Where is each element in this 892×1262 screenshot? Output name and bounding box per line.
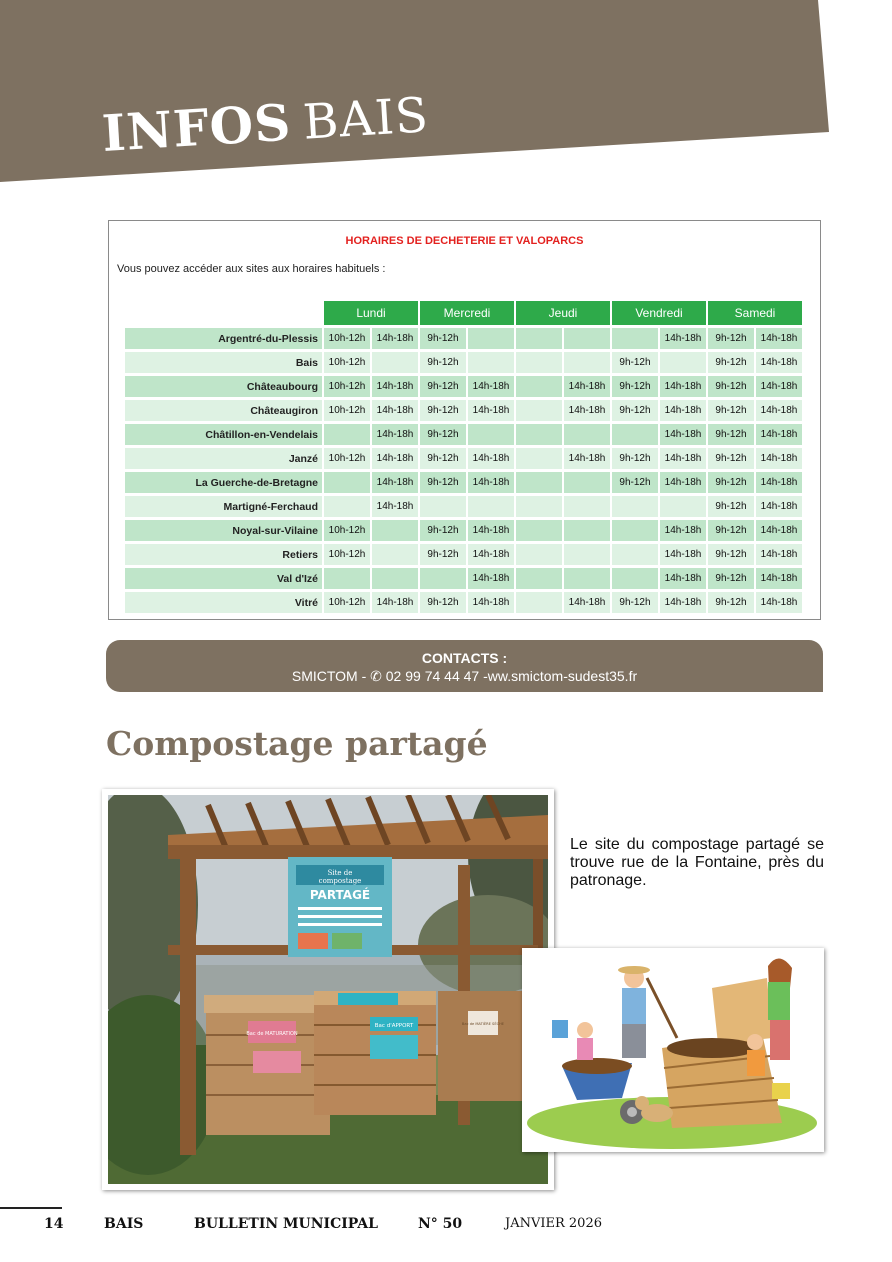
hours-cell — [612, 544, 658, 565]
day-header: Lundi — [324, 301, 418, 325]
hours-cell — [516, 328, 562, 349]
hours-cell: 14h-18h — [660, 376, 706, 397]
schedule-title: HORAIRES DE DECHETERIE ET VALOPARCS — [345, 235, 584, 247]
site-name-cell: Vitré — [125, 592, 322, 613]
hours-cell: 14h-18h — [756, 472, 802, 493]
hours-cell: 14h-18h — [468, 448, 514, 469]
hours-cell — [660, 352, 706, 373]
hours-cell: 9h-12h — [708, 448, 754, 469]
site-name-cell: Argentré-du-Plessis — [125, 328, 322, 349]
hours-cell: 9h-12h — [708, 544, 754, 565]
bin-3-label: Bac de MATIÈRE SÈCHE — [461, 1022, 505, 1026]
schedule-table — [123, 298, 804, 616]
hours-cell: 14h-18h — [564, 448, 610, 469]
site-name-cell: Noyal-sur-Vilaine — [125, 520, 322, 541]
table-row — [125, 328, 802, 349]
hours-cell: 14h-18h — [372, 424, 418, 445]
site-name-cell: Martigné-Ferchaud — [125, 496, 322, 517]
day-header: Mercredi — [420, 301, 514, 325]
hours-cell: 9h-12h — [708, 352, 754, 373]
hours-cell: 14h-18h — [660, 520, 706, 541]
hours-cell: 14h-18h — [468, 376, 514, 397]
header-blank — [125, 301, 322, 325]
hours-cell: 10h-12h — [324, 352, 370, 373]
compost-shelter-image — [108, 795, 548, 1184]
hours-cell: 14h-18h — [660, 400, 706, 421]
hours-cell: 14h-18h — [756, 376, 802, 397]
table-row — [125, 376, 802, 397]
hours-cell — [516, 472, 562, 493]
site-name-cell: Janzé — [125, 448, 322, 469]
hours-cell: 9h-12h — [708, 496, 754, 517]
hours-cell — [516, 448, 562, 469]
title-bold: INFOS — [100, 92, 293, 163]
hours-cell — [516, 592, 562, 613]
hours-cell: 10h-12h — [324, 376, 370, 397]
compost-caption: Le site du compostage partagé se trouve rue de la Fontaine, près du patronage. — [570, 836, 824, 889]
footer-publication: BULLETIN MUNICIPAL — [194, 1216, 378, 1232]
hours-cell: 9h-12h — [420, 400, 466, 421]
hours-cell: 14h-18h — [564, 376, 610, 397]
hours-cell — [564, 568, 610, 589]
hours-cell — [516, 400, 562, 421]
site-name-cell: Châteaugiron — [125, 400, 322, 421]
hours-cell: 9h-12h — [708, 376, 754, 397]
hours-cell: 14h-18h — [756, 424, 802, 445]
schedule-header-row — [125, 301, 802, 325]
site-name-cell: Val d'Izé — [125, 568, 322, 589]
hours-cell: 9h-12h — [420, 472, 466, 493]
footer-rule — [0, 1207, 62, 1209]
schedule-body — [125, 328, 802, 613]
hours-cell: 9h-12h — [420, 352, 466, 373]
hours-cell — [564, 544, 610, 565]
hours-cell: 14h-18h — [468, 520, 514, 541]
hours-cell: 14h-18h — [660, 544, 706, 565]
hours-cell: 14h-18h — [660, 568, 706, 589]
bin-2-label: Bac d'APPORT — [374, 1023, 414, 1029]
hours-cell — [564, 496, 610, 517]
hours-cell — [516, 376, 562, 397]
hours-cell: 9h-12h — [708, 472, 754, 493]
site-name-cell: Châtillon-en-Vendelais — [125, 424, 322, 445]
hours-cell: 14h-18h — [372, 472, 418, 493]
hours-cell — [324, 568, 370, 589]
table-row — [125, 472, 802, 493]
hours-cell — [468, 352, 514, 373]
hours-cell — [564, 328, 610, 349]
hours-cell: 14h-18h — [756, 352, 802, 373]
table-row — [125, 592, 802, 613]
hours-cell: 9h-12h — [420, 448, 466, 469]
hours-cell: 9h-12h — [612, 376, 658, 397]
hours-cell: 14h-18h — [660, 424, 706, 445]
day-header: Samedi — [708, 301, 802, 325]
header-banner — [0, 0, 892, 200]
hours-cell: 9h-12h — [420, 328, 466, 349]
hours-cell: 9h-12h — [708, 568, 754, 589]
hours-cell: 14h-18h — [660, 328, 706, 349]
hours-cell — [324, 472, 370, 493]
hours-cell: 14h-18h — [468, 472, 514, 493]
hours-cell: 9h-12h — [708, 424, 754, 445]
site-name-cell: La Guerche-de-Bretagne — [125, 472, 322, 493]
hours-cell: 9h-12h — [612, 472, 658, 493]
contacts-title: CONTACTS : — [421, 650, 508, 666]
hours-cell: 14h-18h — [468, 568, 514, 589]
title-light: BAIS — [301, 87, 431, 151]
hours-cell — [612, 520, 658, 541]
hours-cell: 9h-12h — [708, 520, 754, 541]
footer-date: JANVIER 2026 — [505, 1216, 602, 1231]
schedule-box — [108, 220, 821, 620]
contacts-box — [106, 640, 823, 692]
hours-cell: 14h-18h — [372, 400, 418, 421]
hours-cell — [324, 496, 370, 517]
hours-cell: 14h-18h — [756, 592, 802, 613]
sign-line-3: PARTAGÉ — [309, 888, 371, 902]
hours-cell — [660, 496, 706, 517]
hours-cell: 14h-18h — [756, 544, 802, 565]
hours-cell: 9h-12h — [420, 544, 466, 565]
hours-cell: 14h-18h — [756, 520, 802, 541]
hours-cell: 9h-12h — [708, 592, 754, 613]
hours-cell: 14h-18h — [756, 496, 802, 517]
hours-cell: 9h-12h — [420, 592, 466, 613]
table-row — [125, 448, 802, 469]
hours-cell — [516, 424, 562, 445]
site-name-cell: Retiers — [125, 544, 322, 565]
hours-cell — [516, 544, 562, 565]
hours-cell — [612, 424, 658, 445]
hours-cell — [516, 496, 562, 517]
hours-cell: 9h-12h — [420, 424, 466, 445]
hours-cell: 14h-18h — [372, 592, 418, 613]
hours-cell — [564, 472, 610, 493]
table-row — [125, 424, 802, 445]
schedule-intro: Vous pouvez accéder aux sites aux horaires habituels : — [117, 263, 386, 275]
sign-line-2: compostage — [318, 877, 362, 885]
hours-cell: 14h-18h — [660, 592, 706, 613]
hours-cell: 9h-12h — [612, 352, 658, 373]
compost-title: Compostage partagé — [106, 724, 488, 763]
hours-cell: 14h-18h — [756, 328, 802, 349]
hours-cell — [468, 496, 514, 517]
hours-cell: 14h-18h — [372, 448, 418, 469]
hours-cell — [516, 520, 562, 541]
hours-cell: 10h-12h — [324, 592, 370, 613]
hours-cell: 14h-18h — [564, 400, 610, 421]
contacts-line: SMICTOM - ✆ 02 99 74 44 47 -ww.smictom-sudest35.fr — [291, 668, 638, 684]
table-row — [125, 568, 802, 589]
hours-cell — [612, 328, 658, 349]
hours-cell: 14h-18h — [372, 376, 418, 397]
day-header: Jeudi — [516, 301, 610, 325]
footer-issue: N° 50 — [418, 1216, 463, 1232]
hours-cell — [324, 424, 370, 445]
hours-cell — [612, 496, 658, 517]
banner-shape — [0, 0, 892, 200]
hours-cell: 9h-12h — [612, 592, 658, 613]
compost-site-photo — [102, 789, 554, 1190]
table-row — [125, 544, 802, 565]
hours-cell: 14h-18h — [756, 400, 802, 421]
table-row — [125, 496, 802, 517]
hours-cell: 14h-18h — [564, 592, 610, 613]
hours-cell — [372, 544, 418, 565]
hours-cell: 14h-18h — [468, 592, 514, 613]
hours-cell — [372, 520, 418, 541]
table-row — [125, 352, 802, 373]
table-row — [125, 400, 802, 421]
hours-cell: 14h-18h — [756, 568, 802, 589]
hours-cell: 10h-12h — [324, 400, 370, 421]
hours-cell — [516, 568, 562, 589]
hours-cell — [420, 568, 466, 589]
hours-cell — [612, 568, 658, 589]
hours-cell: 10h-12h — [324, 544, 370, 565]
day-header: Vendredi — [612, 301, 706, 325]
hours-cell — [564, 424, 610, 445]
page-number: 14 — [44, 1216, 64, 1232]
hours-cell: 9h-12h — [420, 376, 466, 397]
hours-cell: 9h-12h — [708, 400, 754, 421]
hours-cell: 9h-12h — [612, 448, 658, 469]
hours-cell — [516, 352, 562, 373]
hours-cell: 14h-18h — [660, 472, 706, 493]
family-composting-image — [522, 948, 824, 1152]
hours-cell — [468, 328, 514, 349]
hours-cell — [564, 520, 610, 541]
hours-cell: 14h-18h — [756, 448, 802, 469]
hours-cell — [372, 568, 418, 589]
footer-town: BAIS — [104, 1216, 144, 1232]
hours-cell: 14h-18h — [372, 496, 418, 517]
sign-line-1: Site de — [327, 869, 353, 877]
hours-cell: 14h-18h — [372, 328, 418, 349]
hours-cell: 9h-12h — [420, 520, 466, 541]
table-row — [125, 520, 802, 541]
hours-cell: 9h-12h — [612, 400, 658, 421]
hours-cell — [468, 424, 514, 445]
hours-cell: 14h-18h — [660, 448, 706, 469]
hours-cell: 9h-12h — [708, 328, 754, 349]
hours-cell: 10h-12h — [324, 328, 370, 349]
hours-cell — [564, 352, 610, 373]
hours-cell: 10h-12h — [324, 448, 370, 469]
bin-1-label: Bac de MATURATION — [246, 1031, 298, 1037]
hours-cell: 14h-18h — [468, 544, 514, 565]
site-name-cell: Bais — [125, 352, 322, 373]
hours-cell — [372, 352, 418, 373]
family-composting-illustration — [522, 948, 824, 1152]
hours-cell: 14h-18h — [468, 400, 514, 421]
hours-cell — [420, 496, 466, 517]
site-name-cell: Châteaubourg — [125, 376, 322, 397]
hours-cell: 10h-12h — [324, 520, 370, 541]
